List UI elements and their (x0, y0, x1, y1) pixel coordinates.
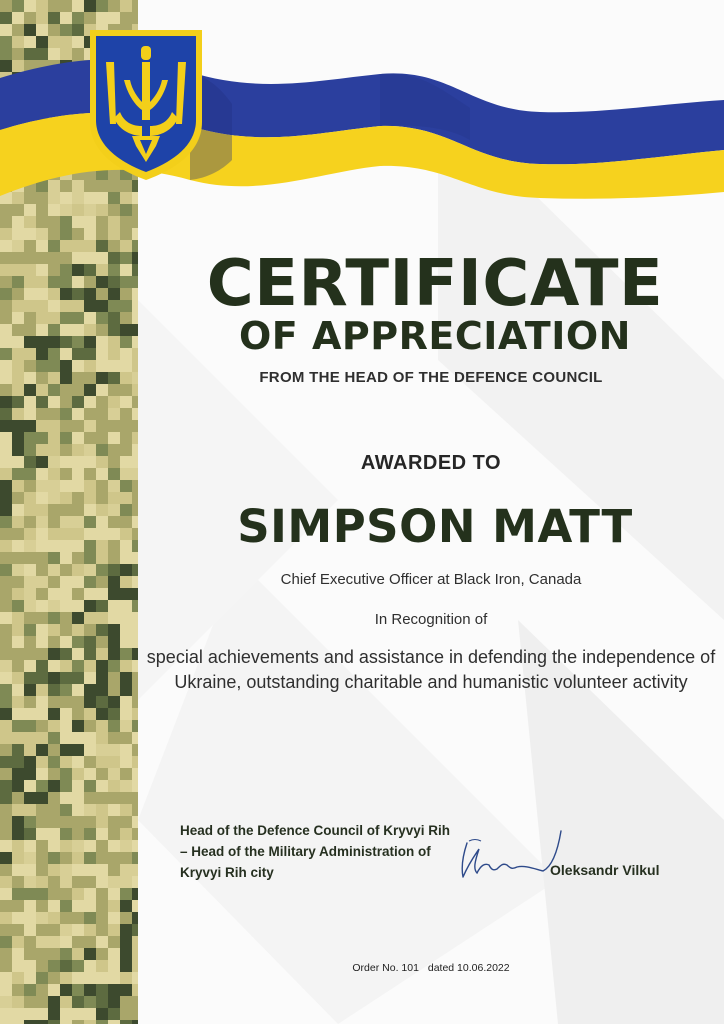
certificate-title-line1: CERTIFICATE (206, 247, 664, 321)
recognition-label: In Recognition of (374, 611, 488, 628)
signatory-name: Oleksandr Vilkul (550, 862, 660, 878)
order-number: Order No. 101 (352, 962, 419, 974)
recognition-reason: special achievements and assistance in defending the independence of Ukraine, outstanding charitable and humanistic volunteer activity (146, 647, 716, 692)
recipient-name: SIMPSON MATT (237, 500, 633, 553)
certificate-title-line2: OF APPRECIATION (239, 314, 631, 358)
ukraine-trident-emblem-icon (84, 22, 208, 182)
certificate-subtitle: FROM THE HEAD OF THE DEFENCE COUNCIL (259, 369, 603, 386)
recipient-position: Chief Executive Officer at Black Iron, Canada (280, 571, 582, 588)
signature-icon (455, 825, 565, 885)
awarded-label: AWARDED TO (360, 452, 502, 474)
order-date: dated 10.06.2022 (427, 962, 510, 974)
signatory-title: Head of the Defence Council of Kryvyi Rih – Head of the Military Administration of Kryvyi Rih city (180, 823, 451, 880)
order-info (138, 962, 724, 974)
